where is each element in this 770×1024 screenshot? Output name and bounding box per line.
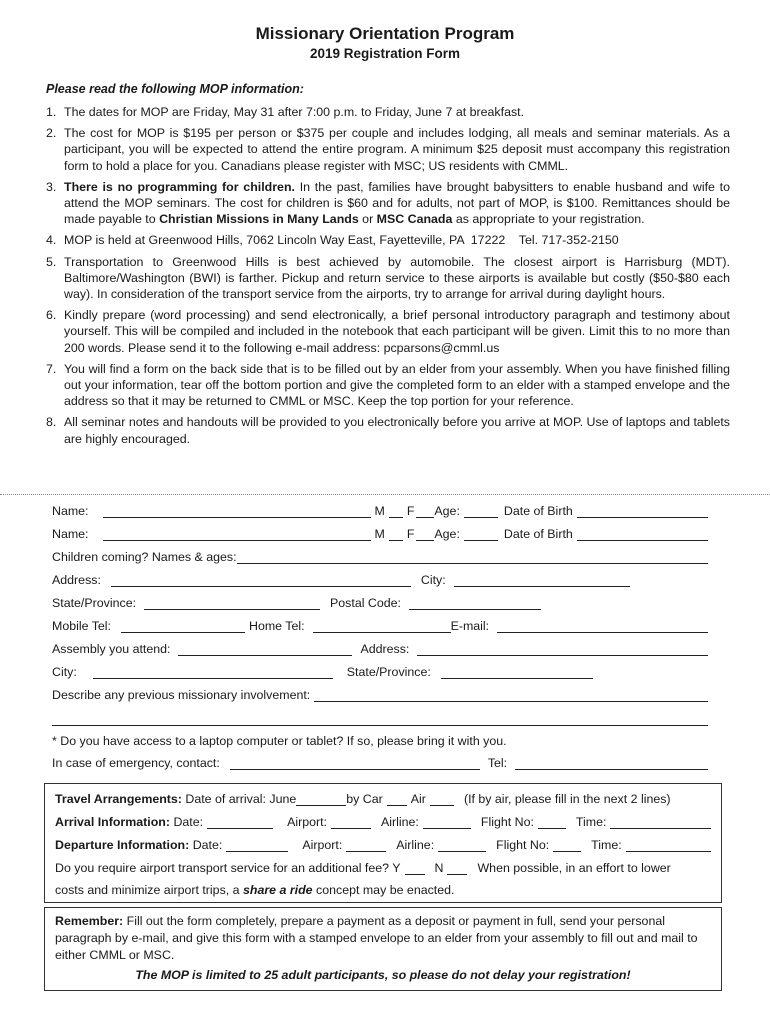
assembly-address-field[interactable] [417,641,708,656]
transport-row: Do you require airport transport service for an additional fee? Y N When possible, in an effort to lower [55,861,671,875]
share-ride-row: costs and minimize airport trips, a share a ride concept may be enacted. [55,883,455,897]
state-field[interactable] [144,595,320,610]
info-item: 2. The cost for MOP is $195 per person or $375 per couple and includes lodging, all meals and seminar materials. As a participant, you will be expected to attend the entire program. A minimum $25 deposit must accompany this registration form to hold a place for you. Canadians please register with MSC; US residents with CMML. [46,126,730,173]
assembly-state-field[interactable] [441,664,593,679]
missionary-field[interactable] [314,687,708,702]
arrival-flight-field[interactable] [538,814,566,829]
travel-box [44,783,722,903]
assembly-row: Assembly you attend: Address: [52,638,708,656]
departure-airport-field[interactable] [346,837,386,852]
missionary-row: Describe any previous missionary involvement: [52,684,708,702]
state-row: State/Province: Postal Code: [52,592,708,610]
info-item: 8. All seminar notes and handouts will be provided to you electronically before you arrive at MOP. Use of laptops and tablets are highly encouraged. [46,415,730,446]
intro-heading: Please read the following MOP information: [46,82,304,96]
emergency-tel-field[interactable] [515,755,708,770]
departure-flight-field[interactable] [553,837,581,852]
arrival-airline-field[interactable] [423,814,471,829]
remember-box [44,907,722,991]
name-field-2[interactable] [103,526,371,541]
phone-row: Mobile Tel: Home Tel: E-mail: [52,615,708,633]
remember-text: Remember: Fill out the form completely, prepare a payment as a deposit or payment in full, send your personal paragraph by e-mail, and give this form with a stamped envelope to an elder from your assembly to fill out and mail to either CMML or MSC. [55,914,698,962]
children-field[interactable] [237,549,708,564]
female-field-2[interactable] [416,526,434,541]
age-field-2[interactable] [464,526,498,541]
info-item: 7. You will find a form on the back side that is to be filled out by an elder from your assembly. When you have finished filling out your information, tear off the bottom portion and give the completed form to an elder with a stamped envelope and the address so that it may be returned to CMML or MSC. Keep the top portion for your reference. [46,361,730,409]
female-field-1[interactable] [416,503,434,518]
home-tel-field[interactable] [313,618,451,633]
mobile-tel-field[interactable] [121,618,245,633]
info-item: 3. There is no programming for children. In the past, families have brought babysitters to enable husband and wife to attend the MOP seminars. The cost for children is $60 and for adults, not part of MOP, is $100. Remittances should be made payable to Christian Missions in Many Lands or MSC Canada as appropriate to your registration. [46,179,730,227]
by-car-field[interactable] [387,791,407,806]
male-field-1[interactable] [389,503,403,518]
name-row-2: Name: M F Age: Date of Birth [52,523,708,541]
arrival-airport-field[interactable] [331,814,371,829]
assembly-field[interactable] [178,641,352,656]
departure-time-field[interactable] [626,837,711,852]
name-field-1[interactable] [103,503,371,518]
address-field[interactable] [111,572,411,587]
age-field-1[interactable] [464,503,498,518]
info-item: 6. Kindly prepare (word processing) and send electronically, a brief personal introductory paragraph and testimony about yourself. This will be compiled and included in the notebook that each participant will be given. Limit this to no more than 200 words. Please send it to the following e-mail address: pcparsons@cmml.us [46,308,730,355]
address-row: Address: City: [52,569,708,587]
info-item: 1. The dates for MOP are Friday, May 31 after 7:00 p.m. to Friday, June 7 at breakfast. [46,105,525,119]
assembly-city-row: City: State/Province: [52,661,708,679]
missionary-row-2 [52,708,708,726]
departure-airline-field[interactable] [438,837,486,852]
transport-no-field[interactable] [447,860,467,875]
email-field[interactable] [497,618,708,633]
emergency-contact-field[interactable] [230,755,480,770]
arrival-info-date-field[interactable] [207,814,273,829]
emergency-row: In case of emergency, contact: Tel: [52,752,708,770]
arrival-time-field[interactable] [610,814,711,829]
info-item: 4. MOP is held at Greenwood Hills, 7062 Lincoln Way East, Fayetteville, PA 17222 Tel. 717-352-2150 [46,233,619,248]
departure-date-field[interactable] [226,837,288,852]
information-list [46,104,730,452]
laptop-note: * Do you have access to a laptop computer or tablet? If so, please bring it with you. [52,734,507,748]
arrival-date-field[interactable] [296,791,346,806]
limit-notice: The MOP is limited to 25 adult participants, so please do not delay your registration! [135,968,631,982]
assembly-city-field[interactable] [93,664,333,679]
info-item: 5. Transportation to Greenwood Hills is best achieved by automobile. The closest airport is Harrisburg (MDT). Baltimore/Washington (BWI) is farther. Pickup and return service to these airports is available but costly ($50-$80 each way). In consideration of the transport service from the airports, try to arrange for arrival during daylight hours. [46,254,730,302]
travel-row: Travel Arrangements: Date of arrival: June by Car Air (If by air, please fill in the next 2 lines) [55,792,671,806]
departure-row: Departure Information: Date: Airport: Airline: Flight No: Time: [55,834,711,852]
postal-code-field[interactable] [409,595,541,610]
city-field[interactable] [454,572,630,587]
arrival-row: Arrival Information: Date: Airport: Airline: Flight No: Time: [55,811,711,829]
dob-field-1[interactable] [577,503,708,518]
dob-field-2[interactable] [577,526,708,541]
transport-yes-field[interactable] [405,860,425,875]
page-subtitle: 2019 Registration Form [309,46,461,61]
name-row-1: Name: M F Age: Date of Birth [52,500,708,518]
tear-off-line [0,494,770,495]
by-air-field[interactable] [430,791,454,806]
page-title: Missionary Orientation Program [255,24,515,43]
children-row: Children coming? Names & ages: [52,546,708,564]
missionary-field-2[interactable] [52,711,708,726]
male-field-2[interactable] [389,526,403,541]
